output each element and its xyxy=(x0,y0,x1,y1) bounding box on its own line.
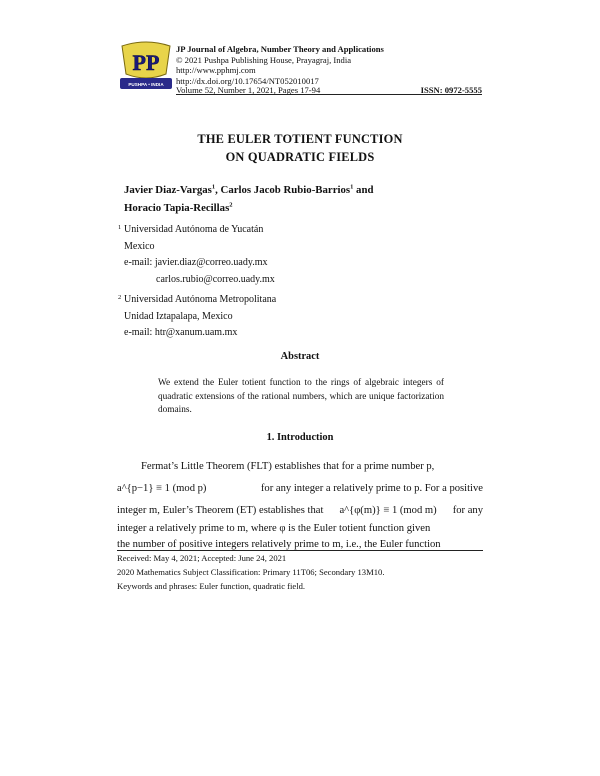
section-heading-introduction: 1. Introduction xyxy=(266,432,334,443)
keywords: Keywords and phrases: Euler function, quadratic field. xyxy=(117,581,306,591)
header-rule xyxy=(176,94,482,95)
author-1: Javier Diaz-Vargas xyxy=(124,184,212,196)
flt-formula: a^{p−1} ≡ 1 (mod p) xyxy=(117,483,207,494)
author-2: , Carlos Jacob Rubio-Barrios xyxy=(215,184,351,196)
intro-line-3: integer m, Euler’s Theorem (ET) establishes that a^{φ(m)} ≡ 1 (mod m) for any xyxy=(117,505,483,516)
intro-line-5: the number of positive integers relatively prime to m, i.e., the Euler function xyxy=(117,539,441,550)
footnote-rule xyxy=(117,550,483,551)
svg-text:PUSHPA • INDIA: PUSHPA • INDIA xyxy=(128,82,164,87)
svg-text:PP: PP xyxy=(132,50,160,75)
issn: ISSN: 0972-5555 xyxy=(420,85,482,95)
authors-line2: Horacio Tapia-Recillas$^2$ xyxy=(124,201,233,214)
received-dates: Received: May 4, 2021; Accepted: June 24, 2021 xyxy=(117,553,287,563)
affiliation-2: 2 Universidad Autónoma Metropolitana Unidad Iztapalapa, Mexico e-mail: htr@xanum.uam.mx xyxy=(124,292,276,342)
authors-line1: Javier Diaz-Vargas$^1$, Carlos Jacob Rubio-Barrios$^1$ and xyxy=(124,183,374,196)
author-3: Horacio Tapia-Recillas xyxy=(124,202,230,214)
abstract-text: We extend the Euler totient function to the rings of algebraic integers of quadratic extensions of the rational numbers, which are unique factorization domains. xyxy=(158,378,444,416)
intro-line-2: a^{p−1} ≡ 1 (mod p) for any integer a relatively prime to p. For a positive xyxy=(117,483,483,494)
euler-formula: a^{φ(m)} ≡ 1 (mod m) xyxy=(339,505,437,516)
affiliation-1: 1 Universidad Autónoma de Yucatán Mexico e-mail: javier.diaz@correo.uady.mx carlos.rubio@correo.uady.mx xyxy=(124,222,275,288)
journal-name: JP Journal of Algebra, Number Theory and Applications xyxy=(176,44,384,54)
email-1[interactable]: e-mail: javier.diaz@correo.uady.mx xyxy=(124,257,268,268)
copyright-line: © 2021 Pushpa Publishing House, Prayagraj, India xyxy=(176,54,352,65)
intro-line-4: integer a relatively prime to m, where φ is the Euler totient function given xyxy=(117,523,431,534)
publisher-logo xyxy=(118,40,174,94)
paper-title-line2: ON QUADRATIC FIELDS xyxy=(225,150,375,164)
email-2[interactable]: carlos.rubio@correo.uady.mx xyxy=(156,273,275,285)
msc-classification: 2020 Mathematics Subject Classification: Primary 11T06; Secondary 13M10. xyxy=(117,567,385,577)
volume-info: Volume 52, Number 1, 2021, Pages 17-94 xyxy=(176,85,321,95)
paper-title-line1: THE EULER TOTIENT FUNCTION xyxy=(197,132,403,146)
email-3[interactable]: e-mail: htr@xanum.uam.mx xyxy=(124,327,238,338)
abstract-heading: Abstract xyxy=(280,351,320,362)
journal-website[interactable]: http://www.pphmj.com xyxy=(176,65,256,75)
doi-link[interactable]: http://dx.doi.org/10.17654/NT052010017 xyxy=(176,75,319,86)
intro-line-1: Fermat’s Little Theorem (FLT) establishes that for a prime number p, xyxy=(141,461,435,472)
